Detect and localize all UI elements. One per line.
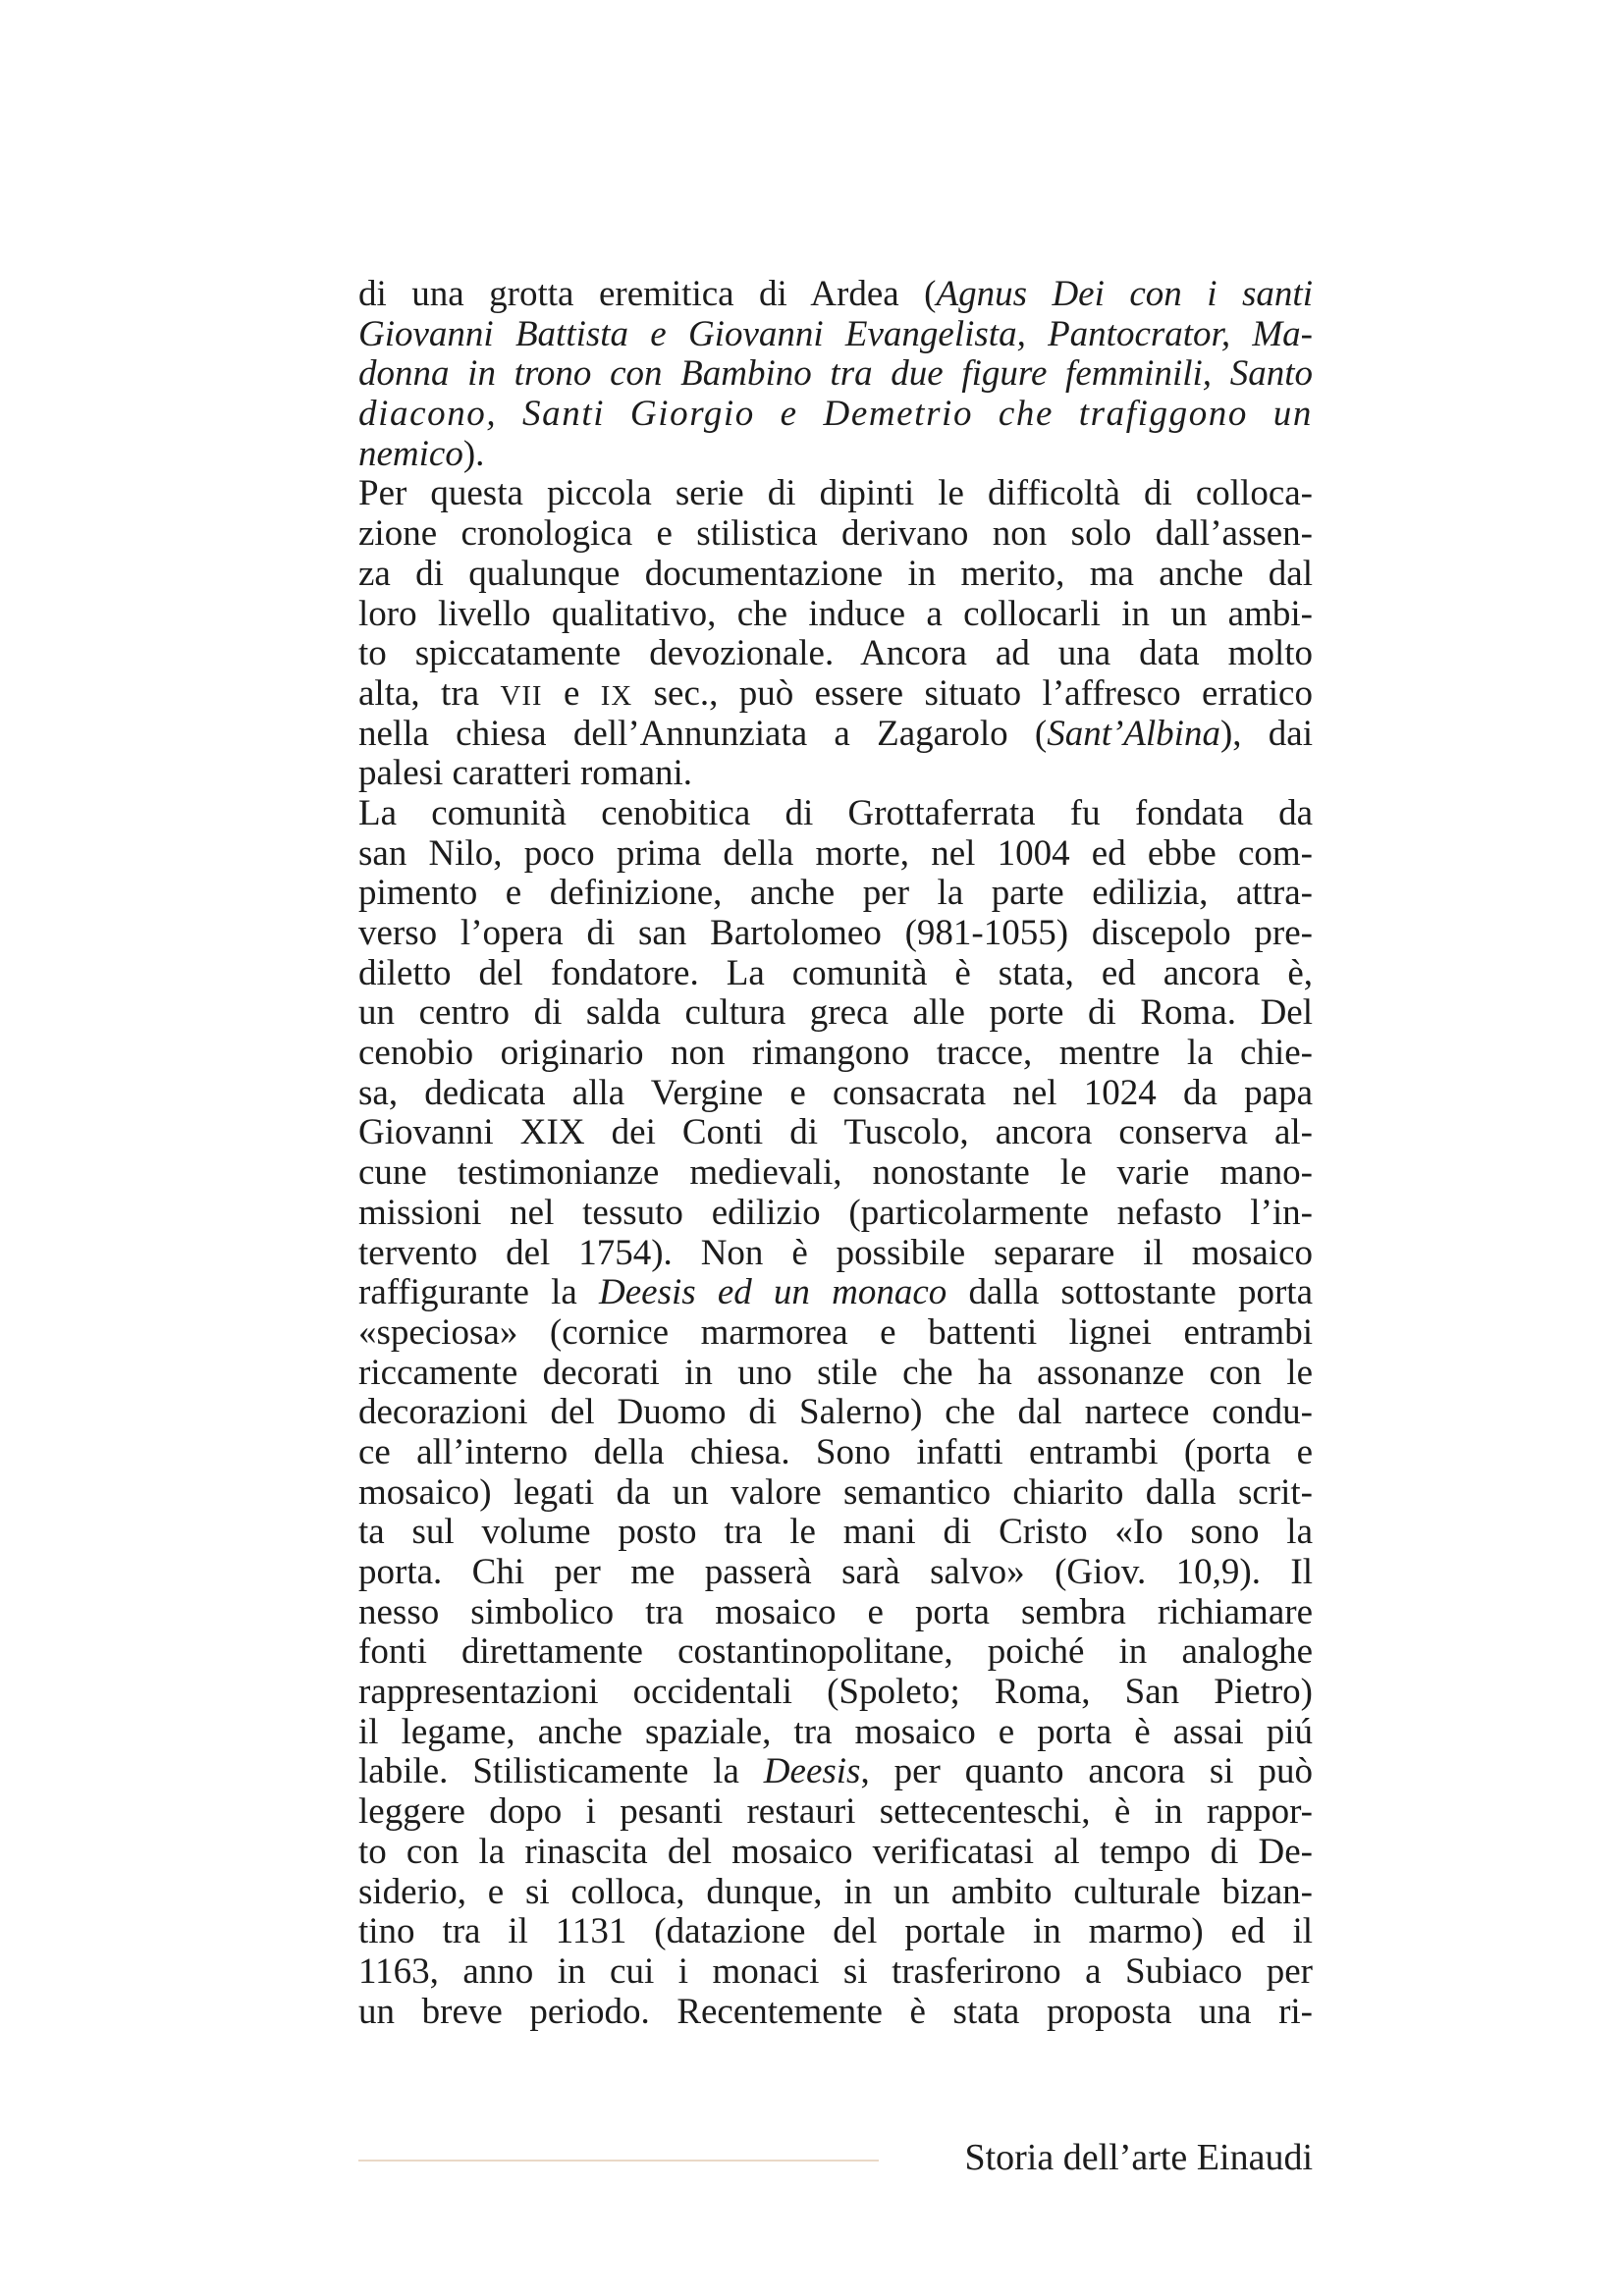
text-line <box>358 315 1313 355</box>
text-line <box>358 1074 1313 1114</box>
text-run: za di qualunque documentazione in merito, ma anche dal <box>358 553 1313 594</box>
footer-title: Storia dell’arte Einaudi <box>964 2137 1313 2178</box>
text-line <box>358 595 1313 635</box>
text-line <box>358 874 1313 914</box>
text-run: dalla sottostante porta <box>947 1272 1313 1313</box>
text-line <box>358 1912 1313 1952</box>
text-run: san Nilo, poco prima della morte, nel 1004 ed ebbe com- <box>358 832 1313 874</box>
footer-rule <box>358 2160 879 2162</box>
text-line <box>358 1034 1313 1074</box>
text-run: missioni nel tessuto edilizio (particolarmente nefasto l’in- <box>358 1192 1313 1233</box>
text-run: cune testimonianze medievali, nonostante le varie mano- <box>358 1152 1313 1194</box>
text-run: 1163, anno in cui i monaci si trasferirono a Subiaco per <box>358 1950 1313 1992</box>
text-line <box>358 1713 1313 1753</box>
text-run: zione cronologica e stilistica derivano non solo dall’assen- <box>358 513 1313 555</box>
italic-title: Deesis <box>763 1751 861 1792</box>
text-run: loro livello qualitativo, che induce a collocarli in un ambi- <box>358 593 1313 634</box>
text-line <box>358 555 1313 595</box>
text-run: mosaico) legati da un valore semantico chiarito dalla scrit- <box>358 1471 1313 1513</box>
text-run: ), dai <box>1219 713 1313 754</box>
text-run: fonti direttamente costantinopolitane, poiché in analoghe <box>358 1631 1313 1673</box>
text-line <box>358 395 1313 435</box>
text-run: decorazioni del Duomo di Salerno) che dal nartece condu- <box>358 1392 1313 1433</box>
text-line <box>358 1593 1313 1633</box>
text-run: raffigurante la <box>358 1272 600 1313</box>
italic-title: nemico <box>358 433 463 474</box>
text-run: un centro di salda cultura greca alle porte di Roma. Del <box>358 992 1313 1034</box>
text-run: , per quanto ancora si può <box>860 1751 1313 1792</box>
text-run: cenobio originario non rimangono tracce, mentre la chie- <box>358 1033 1313 1074</box>
text-run: sa, dedicata alla Vergine e consacrata nel 1024 da papa <box>358 1072 1313 1113</box>
text-run: leggere dopo i pesanti restauri settecenteschi, è in rappor- <box>358 1791 1313 1833</box>
text-run: rappresentazioni occidentali (Spoleto; Roma, San Pietro) <box>358 1672 1313 1713</box>
text-run: un breve periodo. Recentemente è stata proposta una ri- <box>358 1991 1313 2032</box>
text-run: ce all’interno della chiesa. Sono infatti entrambi (porta e <box>358 1431 1313 1472</box>
text-line <box>358 634 1313 674</box>
text-line <box>358 1952 1313 1993</box>
text-run: ta sul volume posto tra le mani di Cristo «Io sono la <box>358 1512 1313 1553</box>
text-run: e <box>542 672 601 714</box>
text-run: nella chiesa dell’Annunziata a Zagarolo ( <box>358 713 1048 754</box>
text-run: Giovanni XIX dei Conti di Tuscolo, ancora conserva al- <box>358 1112 1313 1153</box>
text-run: to con la rinascita del mosaico verificatasi al tempo di De- <box>358 1831 1313 1872</box>
text-run: porta. Chi per me passerà sarà salvo» (Giov. 10,9). Il <box>358 1552 1313 1592</box>
roman-numeral: IX <box>600 679 633 712</box>
text-run: siderio, e si colloca, dunque, in un ambito culturale bizan- <box>358 1871 1313 1912</box>
text-line <box>358 954 1313 994</box>
text-line <box>358 1313 1313 1354</box>
text-run: alta, tra <box>358 672 501 714</box>
text-line <box>358 1234 1313 1274</box>
text-run: ). <box>462 433 485 474</box>
text-line <box>358 1752 1313 1792</box>
text-line <box>358 1113 1313 1153</box>
text-line <box>358 1473 1313 1514</box>
text-run: verso l’opera di san Bartolomeo (981-1055) discepolo pre- <box>358 913 1313 953</box>
text-run: nesso simbolico tra mosaico e porta sembra richiamare <box>358 1591 1313 1632</box>
text-run: palesi caratteri romani. <box>358 753 693 794</box>
text-line <box>358 794 1313 834</box>
text-line <box>358 1153 1313 1194</box>
italic-title: Deesis ed un monaco <box>599 1272 947 1313</box>
text-line <box>358 1393 1313 1433</box>
text-line <box>358 1513 1313 1553</box>
roman-numeral: VII <box>500 679 543 712</box>
text-line <box>358 1273 1313 1313</box>
text-line <box>358 674 1313 715</box>
text-run: «speciosa» (cornice marmorea e battenti lignei entrambi <box>358 1311 1313 1353</box>
text-run: tino tra il 1131 (datazione del portale in marmo) ed il <box>358 1911 1313 1952</box>
text-run: di una grotta eremitica di Ardea ( <box>358 274 937 314</box>
text-line <box>358 435 1313 475</box>
text-line <box>358 1194 1313 1234</box>
text-line <box>358 993 1313 1034</box>
text-run: labile. Stilisticamente la <box>358 1751 764 1792</box>
text-line <box>358 1433 1313 1473</box>
text-line <box>358 1354 1313 1394</box>
body-text <box>358 275 1313 2032</box>
text-line <box>358 754 1313 794</box>
text-line <box>358 354 1313 395</box>
text-line <box>358 1792 1313 1833</box>
text-run: sec., può essere situato l’affresco erratico <box>632 672 1313 714</box>
text-line <box>358 715 1313 755</box>
italic-title: diacono, Santi Giorgio e Demetrio che trafiggono un <box>358 394 1313 435</box>
text-line <box>358 474 1313 514</box>
text-line <box>358 1632 1313 1673</box>
text-line <box>358 1673 1313 1713</box>
text-line <box>358 1873 1313 1913</box>
text-line <box>358 514 1313 555</box>
text-run: il legame, anche spaziale, tra mosaico e porta è assai piú <box>358 1711 1313 1752</box>
text-run: tervento del 1754). Non è possibile separare il mosaico <box>358 1232 1313 1273</box>
text-run: riccamente decorati in uno stile che ha assonanze con le <box>358 1352 1313 1393</box>
text-run: La comunità cenobitica di Grottaferrata fu fondata da <box>358 792 1313 833</box>
italic-title: donna in trono con Bambino tra due figure femminili, Santo <box>358 353 1313 395</box>
text-run: pimento e definizione, anche per la parte edilizia, attra- <box>358 873 1313 914</box>
text-line <box>358 275 1313 315</box>
italic-title: Sant’Albina <box>1047 713 1220 754</box>
italic-title: Giovanni Battista e Giovanni Evangelista, Pantocrator, Ma- <box>358 313 1313 354</box>
text-run: to spiccatamente devozionale. Ancora ad una data molto <box>358 633 1313 674</box>
text-line <box>358 1553 1313 1593</box>
text-run: diletto del fondatore. La comunità è stata, ed ancora è, <box>358 952 1313 993</box>
text-line <box>358 1993 1313 2033</box>
text-run: Per questa piccola serie di dipinti le difficoltà di colloca- <box>358 473 1313 514</box>
text-line <box>358 1833 1313 1873</box>
text-line <box>358 834 1313 875</box>
text-line <box>358 914 1313 954</box>
italic-title: Agnus Dei con i santi <box>936 274 1313 314</box>
